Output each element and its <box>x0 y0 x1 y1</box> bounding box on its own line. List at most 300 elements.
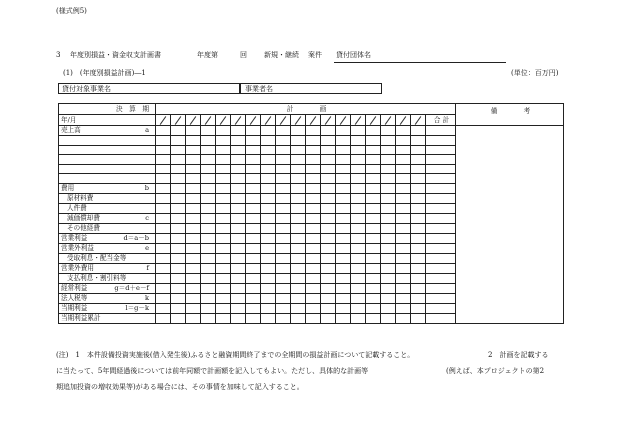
plan-value-cell[interactable] <box>321 313 336 323</box>
plan-value-cell[interactable] <box>291 183 306 193</box>
plan-value-cell[interactable] <box>156 164 171 174</box>
plan-value-cell[interactable] <box>276 263 291 273</box>
plan-value-cell[interactable] <box>231 273 246 283</box>
plan-value-cell[interactable] <box>171 203 186 213</box>
plan-value-cell[interactable] <box>336 313 351 323</box>
plan-value-cell[interactable] <box>306 303 321 313</box>
plan-value-cell[interactable] <box>171 303 186 313</box>
plan-value-cell[interactable] <box>291 126 306 136</box>
period-cell[interactable] <box>351 115 366 126</box>
plan-value-cell[interactable] <box>321 303 336 313</box>
plan-value-cell[interactable] <box>261 203 276 213</box>
plan-value-cell[interactable] <box>396 283 411 293</box>
plan-value-cell[interactable] <box>156 233 171 243</box>
plan-value-cell[interactable] <box>336 263 351 273</box>
plan-value-cell[interactable] <box>276 303 291 313</box>
plan-value-cell[interactable] <box>261 313 276 323</box>
plan-value-cell[interactable] <box>366 193 381 203</box>
plan-value-cell[interactable] <box>171 183 186 193</box>
plan-value-cell[interactable] <box>291 193 306 203</box>
plan-value-cell[interactable] <box>366 155 381 165</box>
plan-value-cell[interactable] <box>396 233 411 243</box>
plan-value-cell[interactable] <box>216 233 231 243</box>
plan-value-cell[interactable] <box>231 293 246 303</box>
plan-value-cell[interactable] <box>231 193 246 203</box>
plan-value-cell[interactable] <box>321 183 336 193</box>
plan-value-cell[interactable] <box>156 145 171 155</box>
plan-value-cell[interactable] <box>261 183 276 193</box>
plan-value-cell[interactable] <box>246 293 261 303</box>
plan-value-cell[interactable] <box>156 213 171 223</box>
plan-value-cell[interactable] <box>246 203 261 213</box>
plan-value-cell[interactable] <box>246 213 261 223</box>
plan-value-cell[interactable] <box>291 145 306 155</box>
plan-value-cell[interactable] <box>216 174 231 184</box>
plan-value-cell[interactable] <box>171 273 186 283</box>
plan-value-cell[interactable] <box>396 155 411 165</box>
plan-value-cell[interactable] <box>246 223 261 233</box>
total-cell[interactable] <box>426 126 456 136</box>
plan-value-cell[interactable] <box>336 136 351 146</box>
plan-value-cell[interactable] <box>366 174 381 184</box>
plan-value-cell[interactable] <box>186 233 201 243</box>
plan-value-cell[interactable] <box>321 174 336 184</box>
period-cell[interactable] <box>201 115 216 126</box>
plan-value-cell[interactable] <box>381 136 396 146</box>
plan-value-cell[interactable] <box>321 164 336 174</box>
plan-value-cell[interactable] <box>291 203 306 213</box>
plan-value-cell[interactable] <box>231 223 246 233</box>
plan-value-cell[interactable] <box>171 136 186 146</box>
plan-value-cell[interactable] <box>276 174 291 184</box>
plan-value-cell[interactable] <box>381 126 396 136</box>
plan-value-cell[interactable] <box>381 263 396 273</box>
plan-value-cell[interactable] <box>306 164 321 174</box>
plan-value-cell[interactable] <box>381 203 396 213</box>
plan-value-cell[interactable] <box>201 136 216 146</box>
plan-value-cell[interactable] <box>321 136 336 146</box>
plan-value-cell[interactable] <box>351 164 366 174</box>
plan-value-cell[interactable] <box>396 174 411 184</box>
plan-value-cell[interactable] <box>246 303 261 313</box>
plan-value-cell[interactable] <box>216 164 231 174</box>
plan-value-cell[interactable] <box>366 126 381 136</box>
plan-value-cell[interactable] <box>306 263 321 273</box>
plan-value-cell[interactable] <box>246 126 261 136</box>
plan-value-cell[interactable] <box>171 164 186 174</box>
plan-value-cell[interactable] <box>366 253 381 263</box>
plan-value-cell[interactable] <box>231 233 246 243</box>
plan-value-cell[interactable] <box>336 183 351 193</box>
plan-value-cell[interactable] <box>306 136 321 146</box>
plan-value-cell[interactable] <box>321 273 336 283</box>
plan-value-cell[interactable] <box>231 126 246 136</box>
plan-value-cell[interactable] <box>396 193 411 203</box>
plan-value-cell[interactable] <box>396 263 411 273</box>
plan-value-cell[interactable] <box>381 303 396 313</box>
plan-value-cell[interactable] <box>336 193 351 203</box>
plan-value-cell[interactable] <box>261 126 276 136</box>
total-cell[interactable] <box>426 253 456 263</box>
plan-value-cell[interactable] <box>411 243 426 253</box>
plan-value-cell[interactable] <box>306 145 321 155</box>
plan-value-cell[interactable] <box>381 164 396 174</box>
plan-value-cell[interactable] <box>321 293 336 303</box>
period-cell[interactable] <box>291 115 306 126</box>
plan-value-cell[interactable] <box>276 193 291 203</box>
period-cell[interactable] <box>216 115 231 126</box>
plan-value-cell[interactable] <box>156 293 171 303</box>
plan-value-cell[interactable] <box>351 313 366 323</box>
plan-value-cell[interactable] <box>156 183 171 193</box>
plan-value-cell[interactable] <box>201 213 216 223</box>
plan-value-cell[interactable] <box>381 193 396 203</box>
plan-value-cell[interactable] <box>396 203 411 213</box>
plan-value-cell[interactable] <box>411 263 426 273</box>
plan-value-cell[interactable] <box>261 243 276 253</box>
plan-value-cell[interactable] <box>336 253 351 263</box>
plan-value-cell[interactable] <box>156 174 171 184</box>
plan-value-cell[interactable] <box>186 183 201 193</box>
plan-value-cell[interactable] <box>336 233 351 243</box>
plan-value-cell[interactable] <box>411 283 426 293</box>
plan-value-cell[interactable] <box>186 313 201 323</box>
plan-value-cell[interactable] <box>366 283 381 293</box>
plan-value-cell[interactable] <box>276 243 291 253</box>
plan-value-cell[interactable] <box>246 273 261 283</box>
operator-field[interactable] <box>240 83 382 94</box>
plan-value-cell[interactable] <box>216 183 231 193</box>
plan-value-cell[interactable] <box>156 243 171 253</box>
plan-value-cell[interactable] <box>276 145 291 155</box>
plan-value-cell[interactable] <box>366 263 381 273</box>
plan-value-cell[interactable] <box>321 203 336 213</box>
plan-value-cell[interactable] <box>411 273 426 283</box>
total-cell[interactable] <box>426 155 456 165</box>
plan-value-cell[interactable] <box>276 233 291 243</box>
plan-value-cell[interactable] <box>246 155 261 165</box>
plan-value-cell[interactable] <box>396 313 411 323</box>
plan-value-cell[interactable] <box>306 273 321 283</box>
plan-value-cell[interactable] <box>201 164 216 174</box>
plan-value-cell[interactable] <box>396 293 411 303</box>
plan-value-cell[interactable] <box>231 155 246 165</box>
plan-value-cell[interactable] <box>186 174 201 184</box>
plan-value-cell[interactable] <box>366 273 381 283</box>
plan-value-cell[interactable] <box>411 253 426 263</box>
plan-value-cell[interactable] <box>186 164 201 174</box>
plan-value-cell[interactable] <box>246 243 261 253</box>
plan-value-cell[interactable] <box>291 233 306 243</box>
plan-value-cell[interactable] <box>246 174 261 184</box>
plan-value-cell[interactable] <box>216 223 231 233</box>
plan-value-cell[interactable] <box>381 155 396 165</box>
plan-value-cell[interactable] <box>261 233 276 243</box>
plan-value-cell[interactable] <box>306 183 321 193</box>
plan-value-cell[interactable] <box>276 203 291 213</box>
plan-value-cell[interactable] <box>171 263 186 273</box>
plan-value-cell[interactable] <box>351 293 366 303</box>
plan-value-cell[interactable] <box>231 313 246 323</box>
plan-value-cell[interactable] <box>381 213 396 223</box>
plan-value-cell[interactable] <box>396 253 411 263</box>
total-cell[interactable] <box>426 174 456 184</box>
plan-value-cell[interactable] <box>156 126 171 136</box>
total-cell[interactable] <box>426 313 456 323</box>
plan-value-cell[interactable] <box>261 303 276 313</box>
plan-value-cell[interactable] <box>246 233 261 243</box>
plan-value-cell[interactable] <box>246 164 261 174</box>
plan-value-cell[interactable] <box>186 263 201 273</box>
period-cell[interactable] <box>366 115 381 126</box>
plan-value-cell[interactable] <box>201 155 216 165</box>
plan-value-cell[interactable] <box>396 145 411 155</box>
plan-value-cell[interactable] <box>261 263 276 273</box>
plan-value-cell[interactable] <box>351 183 366 193</box>
plan-value-cell[interactable] <box>156 273 171 283</box>
plan-value-cell[interactable] <box>216 283 231 293</box>
period-cell[interactable] <box>171 115 186 126</box>
borrower-business-field[interactable] <box>58 83 240 94</box>
plan-value-cell[interactable] <box>216 303 231 313</box>
plan-value-cell[interactable] <box>276 253 291 263</box>
plan-value-cell[interactable] <box>351 126 366 136</box>
plan-value-cell[interactable] <box>336 303 351 313</box>
plan-value-cell[interactable] <box>366 313 381 323</box>
plan-value-cell[interactable] <box>216 145 231 155</box>
plan-value-cell[interactable] <box>336 213 351 223</box>
plan-value-cell[interactable] <box>306 193 321 203</box>
plan-value-cell[interactable] <box>201 263 216 273</box>
plan-value-cell[interactable] <box>201 283 216 293</box>
plan-value-cell[interactable] <box>321 253 336 263</box>
plan-value-cell[interactable] <box>276 126 291 136</box>
plan-value-cell[interactable] <box>201 193 216 203</box>
plan-value-cell[interactable] <box>381 253 396 263</box>
plan-value-cell[interactable] <box>351 193 366 203</box>
plan-value-cell[interactable] <box>411 223 426 233</box>
plan-value-cell[interactable] <box>156 303 171 313</box>
plan-value-cell[interactable] <box>411 126 426 136</box>
plan-value-cell[interactable] <box>351 233 366 243</box>
plan-value-cell[interactable] <box>156 313 171 323</box>
plan-value-cell[interactable] <box>246 136 261 146</box>
plan-value-cell[interactable] <box>291 253 306 263</box>
plan-value-cell[interactable] <box>306 243 321 253</box>
plan-value-cell[interactable] <box>276 155 291 165</box>
period-cell[interactable] <box>261 115 276 126</box>
period-cell[interactable] <box>411 115 426 126</box>
plan-value-cell[interactable] <box>366 303 381 313</box>
plan-value-cell[interactable] <box>336 243 351 253</box>
plan-value-cell[interactable] <box>216 136 231 146</box>
plan-value-cell[interactable] <box>381 313 396 323</box>
plan-value-cell[interactable] <box>336 164 351 174</box>
total-cell[interactable] <box>426 283 456 293</box>
plan-value-cell[interactable] <box>276 164 291 174</box>
plan-value-cell[interactable] <box>396 213 411 223</box>
plan-value-cell[interactable] <box>351 155 366 165</box>
plan-value-cell[interactable] <box>291 213 306 223</box>
plan-value-cell[interactable] <box>411 203 426 213</box>
plan-value-cell[interactable] <box>351 213 366 223</box>
plan-value-cell[interactable] <box>321 155 336 165</box>
plan-value-cell[interactable] <box>231 283 246 293</box>
total-cell[interactable] <box>426 293 456 303</box>
plan-value-cell[interactable] <box>246 263 261 273</box>
plan-value-cell[interactable] <box>321 263 336 273</box>
plan-value-cell[interactable] <box>171 223 186 233</box>
plan-value-cell[interactable] <box>261 145 276 155</box>
plan-value-cell[interactable] <box>216 213 231 223</box>
plan-value-cell[interactable] <box>246 253 261 263</box>
plan-value-cell[interactable] <box>411 183 426 193</box>
plan-value-cell[interactable] <box>291 283 306 293</box>
plan-value-cell[interactable] <box>396 273 411 283</box>
plan-value-cell[interactable] <box>201 253 216 263</box>
plan-value-cell[interactable] <box>396 164 411 174</box>
plan-value-cell[interactable] <box>291 164 306 174</box>
plan-value-cell[interactable] <box>231 183 246 193</box>
plan-value-cell[interactable] <box>351 303 366 313</box>
plan-value-cell[interactable] <box>156 136 171 146</box>
period-cell[interactable] <box>381 115 396 126</box>
plan-value-cell[interactable] <box>411 303 426 313</box>
plan-value-cell[interactable] <box>276 213 291 223</box>
plan-value-cell[interactable] <box>216 273 231 283</box>
plan-value-cell[interactable] <box>411 174 426 184</box>
total-cell[interactable] <box>426 213 456 223</box>
plan-value-cell[interactable] <box>186 203 201 213</box>
plan-value-cell[interactable] <box>291 263 306 273</box>
plan-value-cell[interactable] <box>321 145 336 155</box>
plan-value-cell[interactable] <box>411 155 426 165</box>
plan-value-cell[interactable] <box>156 283 171 293</box>
total-cell[interactable] <box>426 136 456 146</box>
period-cell[interactable] <box>306 115 321 126</box>
plan-value-cell[interactable] <box>291 243 306 253</box>
plan-value-cell[interactable] <box>231 243 246 253</box>
plan-value-cell[interactable] <box>366 183 381 193</box>
period-cell[interactable] <box>336 115 351 126</box>
plan-value-cell[interactable] <box>171 174 186 184</box>
period-cell[interactable] <box>186 115 201 126</box>
plan-value-cell[interactable] <box>291 155 306 165</box>
plan-value-cell[interactable] <box>171 126 186 136</box>
plan-value-cell[interactable] <box>306 213 321 223</box>
plan-value-cell[interactable] <box>216 293 231 303</box>
plan-value-cell[interactable] <box>306 293 321 303</box>
plan-value-cell[interactable] <box>321 283 336 293</box>
plan-value-cell[interactable] <box>186 136 201 146</box>
plan-value-cell[interactable] <box>156 193 171 203</box>
plan-value-cell[interactable] <box>411 313 426 323</box>
period-cell[interactable] <box>321 115 336 126</box>
plan-value-cell[interactable] <box>321 243 336 253</box>
plan-value-cell[interactable] <box>246 145 261 155</box>
plan-value-cell[interactable] <box>366 243 381 253</box>
plan-value-cell[interactable] <box>201 126 216 136</box>
plan-value-cell[interactable] <box>276 273 291 283</box>
plan-value-cell[interactable] <box>381 223 396 233</box>
plan-value-cell[interactable] <box>171 283 186 293</box>
plan-value-cell[interactable] <box>306 313 321 323</box>
plan-value-cell[interactable] <box>186 253 201 263</box>
plan-value-cell[interactable] <box>291 303 306 313</box>
plan-value-cell[interactable] <box>216 126 231 136</box>
plan-value-cell[interactable] <box>366 233 381 243</box>
plan-value-cell[interactable] <box>261 223 276 233</box>
plan-value-cell[interactable] <box>261 293 276 303</box>
plan-value-cell[interactable] <box>381 283 396 293</box>
plan-value-cell[interactable] <box>411 213 426 223</box>
plan-value-cell[interactable] <box>186 303 201 313</box>
plan-value-cell[interactable] <box>171 313 186 323</box>
plan-value-cell[interactable] <box>351 273 366 283</box>
total-cell[interactable] <box>426 233 456 243</box>
plan-value-cell[interactable] <box>186 283 201 293</box>
plan-value-cell[interactable] <box>381 174 396 184</box>
plan-value-cell[interactable] <box>306 203 321 213</box>
plan-value-cell[interactable] <box>351 145 366 155</box>
plan-value-cell[interactable] <box>171 253 186 263</box>
plan-value-cell[interactable] <box>351 223 366 233</box>
plan-value-cell[interactable] <box>186 145 201 155</box>
plan-value-cell[interactable] <box>201 293 216 303</box>
plan-value-cell[interactable] <box>171 145 186 155</box>
plan-value-cell[interactable] <box>276 223 291 233</box>
plan-value-cell[interactable] <box>216 193 231 203</box>
plan-value-cell[interactable] <box>291 273 306 283</box>
remarks-cell[interactable] <box>456 126 564 324</box>
plan-value-cell[interactable] <box>216 243 231 253</box>
plan-value-cell[interactable] <box>321 213 336 223</box>
plan-value-cell[interactable] <box>231 174 246 184</box>
plan-value-cell[interactable] <box>366 203 381 213</box>
plan-value-cell[interactable] <box>351 283 366 293</box>
plan-value-cell[interactable] <box>381 145 396 155</box>
plan-value-cell[interactable] <box>336 293 351 303</box>
plan-value-cell[interactable] <box>231 253 246 263</box>
plan-value-cell[interactable] <box>351 174 366 184</box>
plan-value-cell[interactable] <box>291 223 306 233</box>
plan-value-cell[interactable] <box>351 243 366 253</box>
plan-value-cell[interactable] <box>261 155 276 165</box>
plan-value-cell[interactable] <box>171 233 186 243</box>
plan-value-cell[interactable] <box>201 223 216 233</box>
plan-value-cell[interactable] <box>336 223 351 233</box>
plan-value-cell[interactable] <box>351 253 366 263</box>
plan-value-cell[interactable] <box>276 283 291 293</box>
plan-value-cell[interactable] <box>186 223 201 233</box>
plan-value-cell[interactable] <box>411 164 426 174</box>
plan-value-cell[interactable] <box>276 136 291 146</box>
plan-value-cell[interactable] <box>186 243 201 253</box>
plan-value-cell[interactable] <box>306 223 321 233</box>
plan-value-cell[interactable] <box>411 193 426 203</box>
plan-value-cell[interactable] <box>261 174 276 184</box>
plan-value-cell[interactable] <box>231 263 246 273</box>
total-cell[interactable] <box>426 183 456 193</box>
period-cell[interactable] <box>276 115 291 126</box>
total-cell[interactable] <box>426 273 456 283</box>
plan-value-cell[interactable] <box>306 283 321 293</box>
plan-value-cell[interactable] <box>396 126 411 136</box>
plan-value-cell[interactable] <box>396 303 411 313</box>
plan-value-cell[interactable] <box>306 233 321 243</box>
total-cell[interactable] <box>426 263 456 273</box>
plan-value-cell[interactable] <box>381 233 396 243</box>
